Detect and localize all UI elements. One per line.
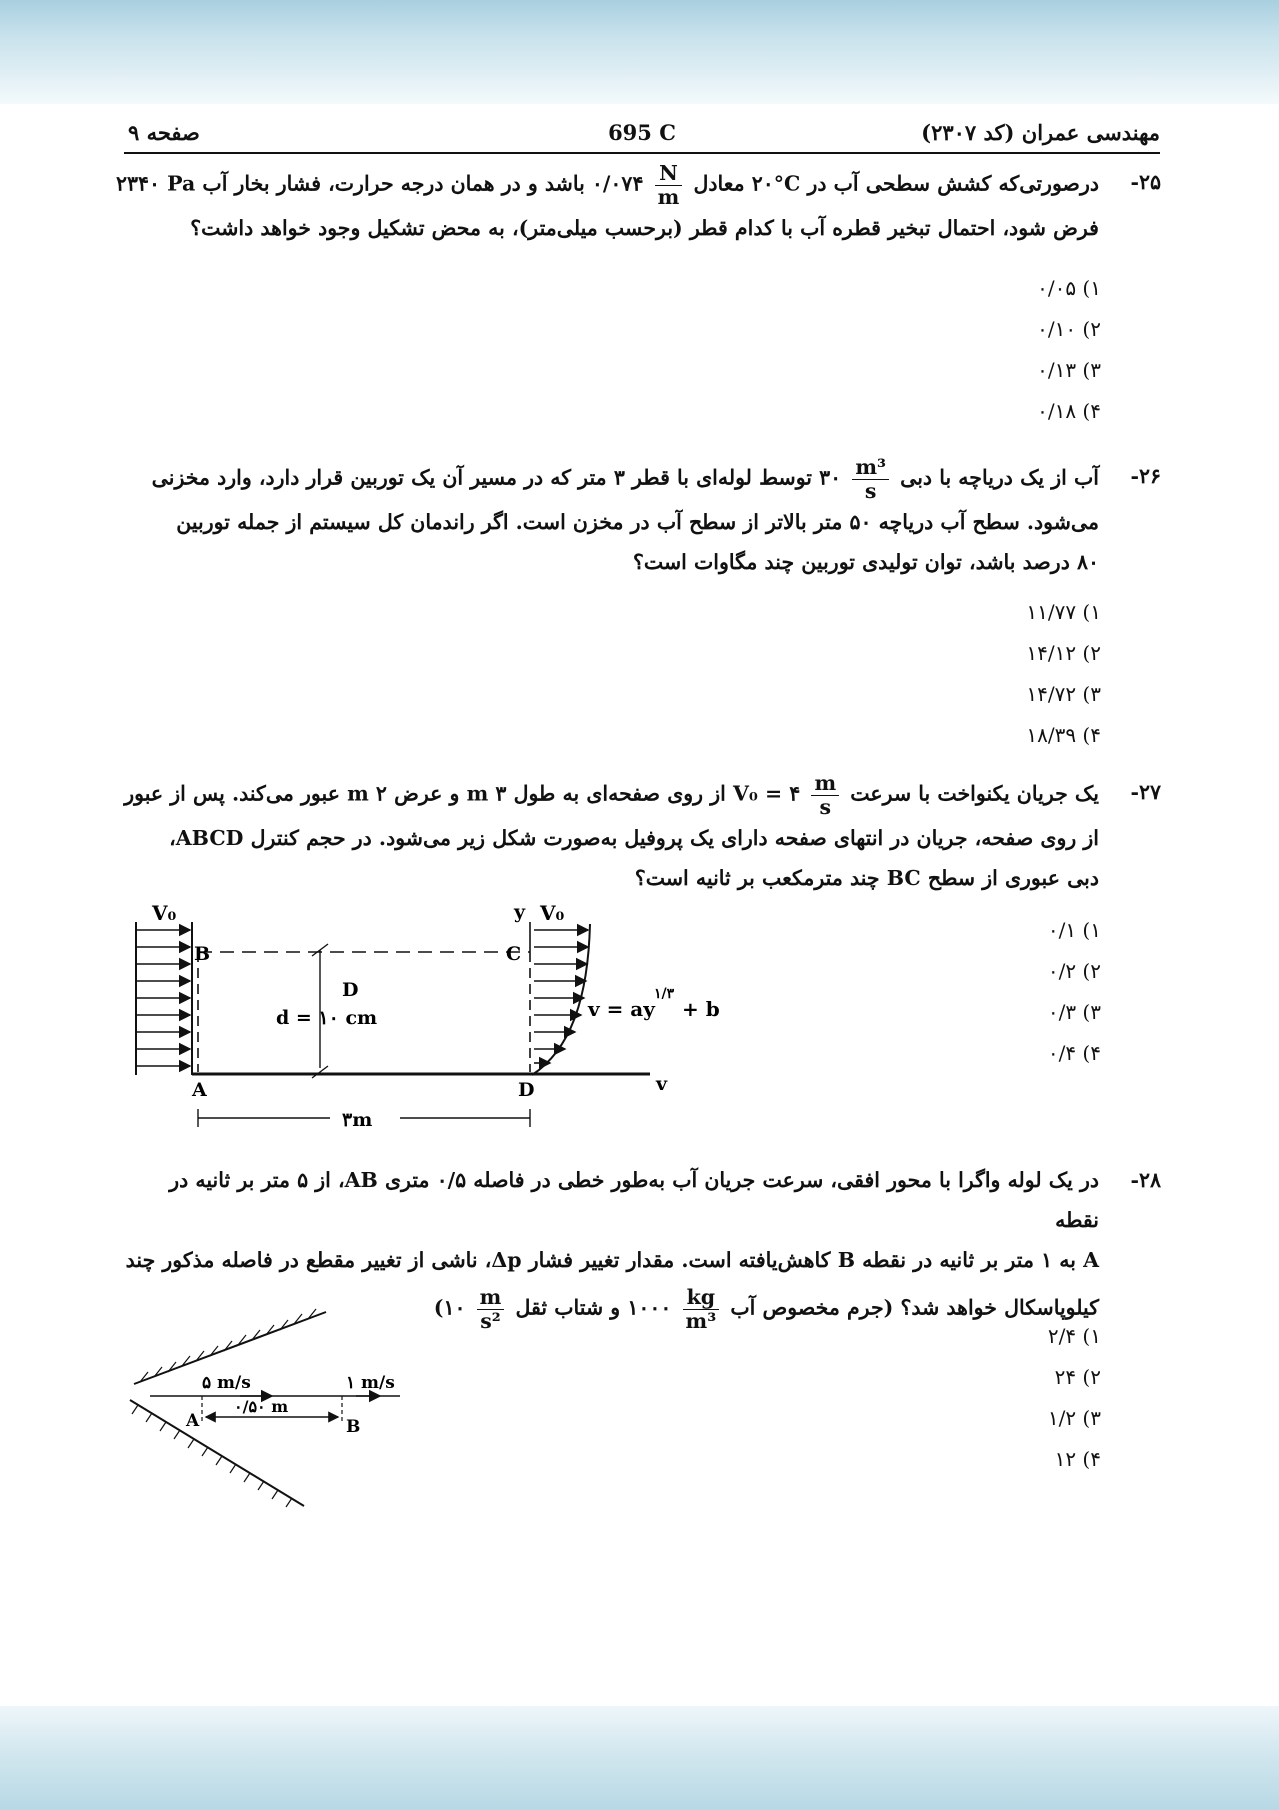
text-line: ۸۰ درصد باشد، توان تولیدی توربین چند مگاوات است؟ [632,550,1099,575]
profile-arrows [534,930,588,1063]
label-distance: ۰/۵۰ m [234,1397,289,1416]
fraction-numerator: m [811,772,839,796]
option-1[interactable]: ۱) ۰/۰۵ [1037,276,1101,300]
option-3[interactable]: ۳) ۱/۲ [1047,1406,1101,1430]
options-25 [901,268,1101,432]
fraction-denominator: m [657,184,680,209]
text-segment: باشد و در همان درجه حرارت، فشار بخار آب [202,171,585,196]
text-segment: درصورتی‌که کشش سطحی آب در [807,171,1099,196]
label-thickness: d = ۱۰ cm [276,1007,378,1029]
label-length: ۳m [342,1109,373,1131]
options-26 [901,592,1101,756]
text-segment: کیلوپاسکال خواهد شد؟ (جرم مخصوص آب [730,1295,1099,1320]
label-v0-left: V₀ [152,901,177,925]
question-number: ۲۶- [1130,464,1161,488]
question-26 [121,456,1161,582]
option-4[interactable]: ۴) ۰/۴ [1047,1041,1101,1065]
label-profile-exponent: ۱/۳ [654,986,675,1002]
label-profile: v = ay [588,997,655,1021]
text-line: می‌شود. سطح آب دریاچه ۵۰ متر بالاتر از سطح آب در مخزن است. اگر راندمان کل سیستم از جمله توربین [176,510,1099,535]
top-decorative-band [0,0,1279,104]
label-y-axis: y [514,901,526,923]
fraction-numerator: m³ [852,456,889,480]
fraction-denominator: s [819,794,832,819]
question-number: ۲۸- [1130,1168,1161,1192]
unit-fraction-density [683,1286,720,1332]
unit-fraction [655,162,683,208]
lower-wall-hatching [132,1405,292,1507]
option-3[interactable]: ۳) ۰/۳ [1047,1000,1101,1024]
gravity-value: ۱۰ [443,1295,466,1320]
text-segment: یک جریان یکنواخت با سرعت [850,781,1099,806]
unit-fraction-gravity [477,1286,505,1332]
option-4[interactable]: ۴) ۱۸/۳۹ [1026,723,1101,747]
label-b: B [194,943,211,965]
label-inlet-velocity: ۵ m/s [202,1373,251,1393]
text-line: دبی عبوری از سطح BC چند مترمکعب بر ثانیه است؟ [634,866,1099,891]
label-profile-tail: + b [682,997,720,1021]
exam-code: 695 C [608,120,676,145]
temperature-value: ۲۰°C [751,171,801,196]
fraction-denominator: s [864,478,877,503]
question-text [121,456,1099,582]
fraction-numerator: m [477,1286,505,1310]
page-number: صفحه ۹ [128,120,200,145]
exam-title: مهندسی عمران (کد ۲۳۰۷) [921,120,1160,145]
velocity-value: V₀ = ۴ [732,781,801,806]
option-1[interactable]: ۱) ۰/۱ [1047,918,1101,942]
text-line: فرض شود، احتمال تبخیر قطره آب با کدام قطر (برحسب میلی‌متر)، به محض تشکیل وجود خواهد داشت؟ [190,216,1099,241]
figure-27-control-volume [120,900,740,1140]
text-segment: و شتاب ثقل [515,1295,621,1320]
text-segment: معادل [693,171,745,196]
question-25 [115,161,1161,248]
text-segment: از روی صفحه‌ای به طول ۳ m و عرض ۲ m عبور می‌کند. پس از عبور [124,781,726,806]
option-2[interactable]: ۲) ۱۴/۱۲ [1026,641,1101,665]
label-v0-right: V₀ [540,901,565,925]
text-segment: توسط لوله‌ای با قطر ۳ متر که در مسیر آن یک توربین قرار دارد، وارد مخزنی [151,465,813,490]
label-c: C [506,943,522,965]
text-line: از روی صفحه، جریان در انتهای صفحه دارای یک پروفیل به‌صورت شکل زیر می‌شود. در حجم کنترل ABCD، [169,826,1099,851]
option-1[interactable]: ۱) ۲/۴ [1047,1324,1101,1348]
option-3[interactable]: ۳) ۰/۱۳ [1037,358,1101,382]
label-point-b: B [346,1417,361,1437]
label-point-a: A [186,1411,200,1431]
text-line: در یک لوله واگرا با محور افقی، سرعت جریان آب به‌طور خطی در فاصله ۰/۵ متری AB، از ۵ متر بر ثانیه در نقطه [169,1168,1099,1232]
fraction-numerator: kg [683,1286,720,1310]
inflow-arrows [136,930,190,1066]
unit-fraction [852,456,889,502]
label-a: A [192,1079,207,1101]
question-27 [121,772,1161,898]
question-number: ۲۷- [1130,780,1161,804]
label-outlet-velocity: ۱ m/s [346,1373,395,1393]
question-text [121,772,1099,898]
density-value: ۱۰۰۰ [627,1295,672,1320]
text-segment: آب از یک دریاچه با دبی [900,465,1099,490]
option-1[interactable]: ۱) ۱۱/۷۷ [1026,600,1101,624]
options-28 [901,1316,1101,1480]
label-d-mid: D [342,979,359,1001]
option-4[interactable]: ۴) ۰/۱۸ [1037,399,1101,423]
option-2[interactable]: ۲) ۰/۲ [1047,959,1101,983]
label-v-axis: v [656,1073,668,1095]
fraction-numerator: N [655,162,683,186]
option-4[interactable]: ۴) ۱۲ [1054,1447,1101,1471]
page-header [124,116,1160,154]
question-text [115,161,1099,248]
vapor-pressure-value: ۲۳۴۰ Pa [115,171,196,196]
fraction-denominator: m³ [685,1308,717,1333]
text-line: A به ۱ متر بر ثانیه در نقطه B کاهش‌یافته است. مقدار تغییر فشار Δp، ناشی از تغییر مقطع در فاصله مذکور چند [125,1248,1099,1272]
option-2[interactable]: ۲) ۰/۱۰ [1037,317,1101,341]
flow-value: ۳۰ [819,465,842,490]
question-number: ۲۵- [1130,170,1161,194]
option-2[interactable]: ۲) ۲۴ [1054,1365,1101,1389]
fraction-denominator: s² [480,1308,501,1333]
label-d: D [518,1079,535,1101]
closing-paren: ) [433,1295,444,1320]
figure-28-diverging-pipe [120,1300,420,1520]
unit-fraction [811,772,839,818]
surface-tension-value: ۰/۰۷۴ [591,171,644,196]
bottom-decorative-band [0,1706,1279,1810]
option-3[interactable]: ۳) ۱۴/۷۲ [1026,682,1101,706]
options-27 [901,910,1101,1074]
